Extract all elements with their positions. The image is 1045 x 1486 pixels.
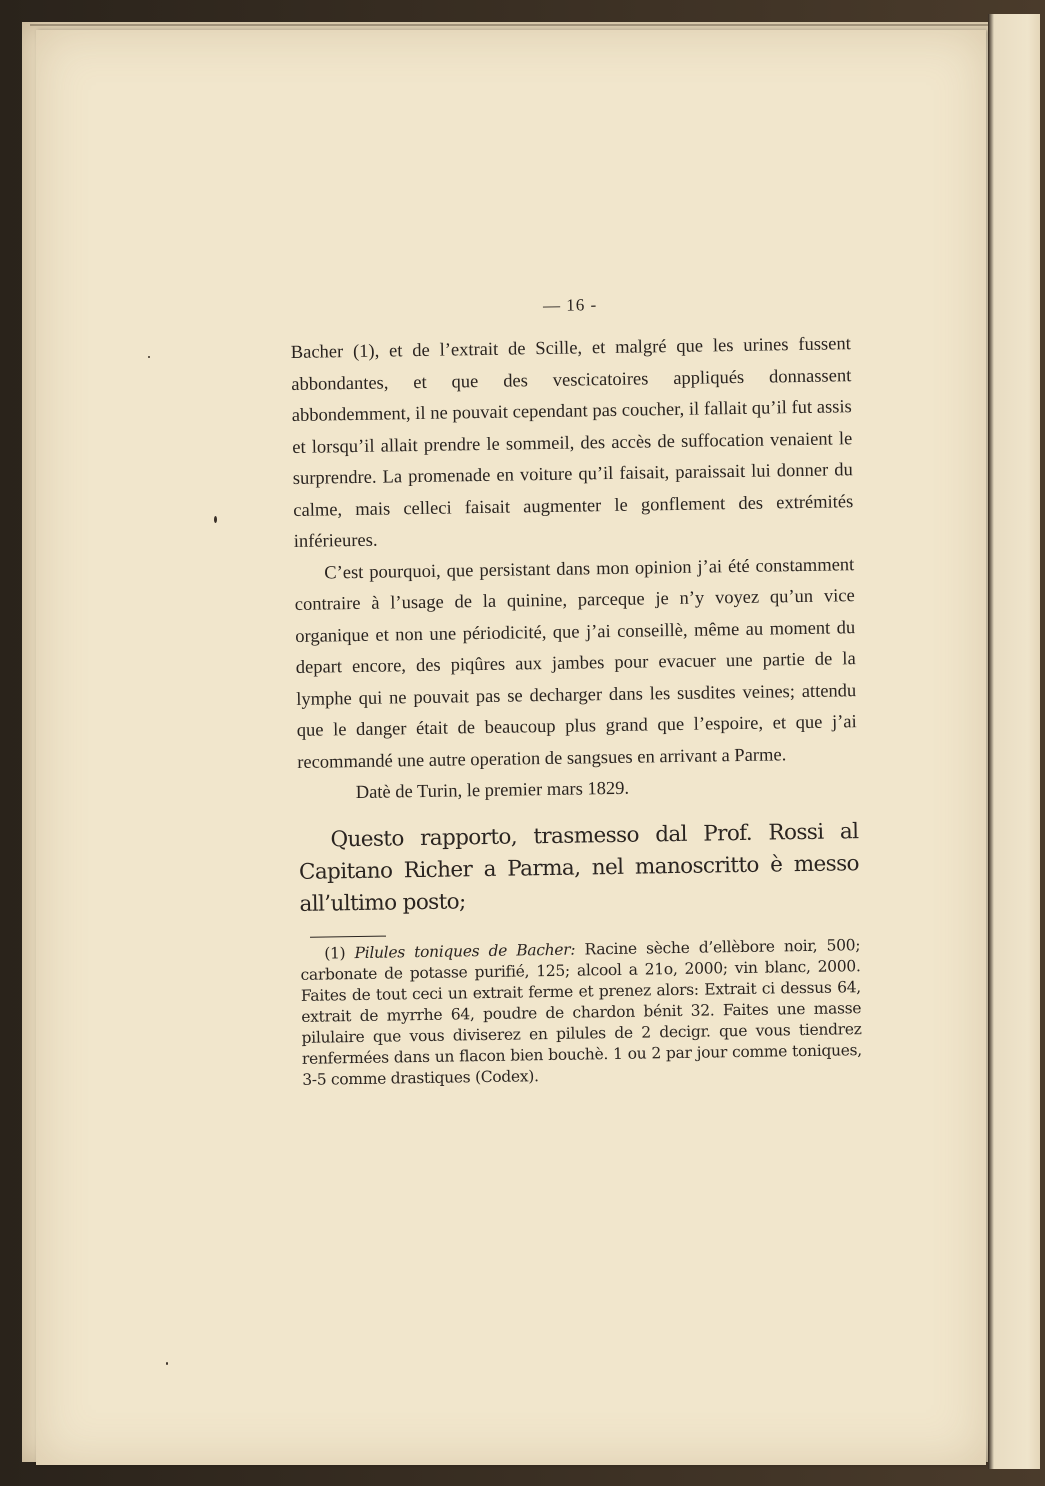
paragraph-french-2: C’est pourquoi, que persistant dans mon opinion j’ai été constamment contraire à l’usage de la quinine, parceque je n’y voyez qu’un vice organique et non une périodicité, que j’ai conseillè, même au moment du depart encore, des piqûres aux jambes pour evacuer une partie de la lymphe qui ne pouvait pas se decharger dans les susdites veines; attendu que le danger était de beaucoup plus grand que l’espoire, et que j’ai recommandé une autre operation de sangsues en arrivant a Parme.	[294, 554, 857, 773]
paragraph-french-1: Bacher (1), et de l’extrait de Scille, et malgré que les urines fussent abbondantes, et que des vescicatoires appliqués donnassent abbondemment, il ne pouvait cependant pas coucher, il fallait qu’il fut assis et lorsqu’il allait prendre le sommeil, des accès de suffocation venaient le surprendre. La promenade en voiture qu’il faisait, paraissait lui donner du calme, mais celleci faisait augmenter le gonflement des extrémités inférieures.	[290, 334, 854, 552]
ink-speck	[166, 1362, 168, 1365]
ink-speck	[148, 356, 150, 358]
adjacent-page-edge	[988, 14, 1040, 1469]
footnote-rule	[310, 935, 386, 937]
footnote-text: Racine sèche d’ellèbore noir, 500; carbonate de potasse purifié, 125; alcool a 21o, 2000; vin blanc, 2000. Faites de tout ceci un extrait ferme et prenez alors: Extrait ci dessus 64, extrait de myrrhe 64, poudre de chardon bénit 32. Faites une masse pilulaire que vous diviserez en pilules de 2 decigr. que vous tiendrez renfermées dans un flacon bien bouchè. 1 ou 2 par jour comme toniques, 3-5 comme drastiques (Codex).	[300, 935, 862, 1089]
footnote	[300, 935, 862, 1091]
dated-line: Datè de Turin, le premier mars 1829.	[355, 778, 630, 804]
footnote-marker: (1)	[324, 943, 346, 963]
page-text-block	[290, 291, 862, 1090]
ink-speck	[214, 516, 217, 523]
paragraph-italian: Questo rapporto, trasmesso dal Prof. Rossi al Capitano Richer a Parma, nel manoscritto è messo all’ultimo posto;	[298, 818, 860, 917]
page-number: — 16 -	[542, 295, 598, 316]
footnote-title: Pilules toniques de Bacher:	[354, 940, 576, 962]
page-edge-line	[30, 24, 990, 26]
